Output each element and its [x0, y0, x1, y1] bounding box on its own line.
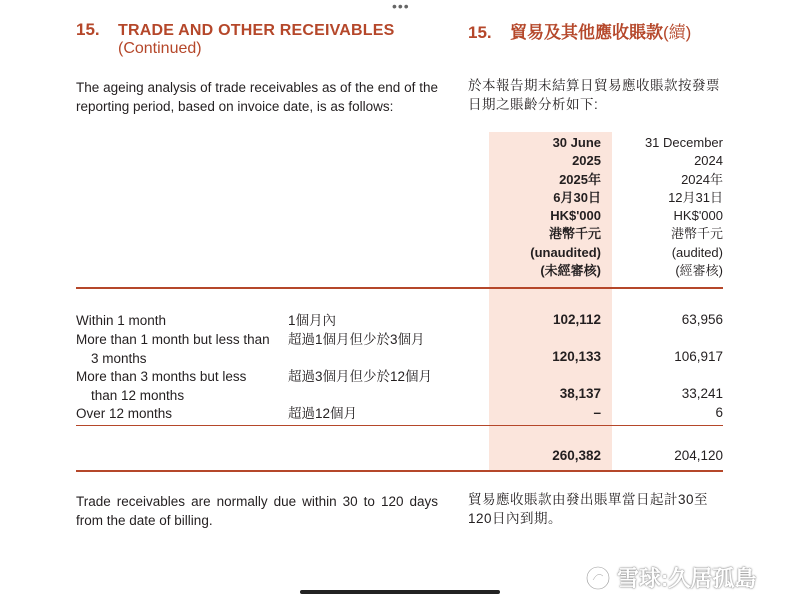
row-label-zh: 1個月內	[288, 313, 337, 328]
column-header-current	[530, 134, 601, 280]
section-continued-zh: (續)	[663, 23, 692, 42]
watermark-text: 雪球:久居孤島	[617, 566, 757, 591]
row-label-en: Within 1 month	[76, 313, 167, 328]
row-label-zh: 超過12個月	[288, 406, 358, 421]
row-label-en: More than 3 months but less than 12 months	[76, 369, 247, 403]
subtotal-rule	[76, 425, 723, 426]
row-label-en: More than 1 month but less than 3 months	[76, 332, 270, 366]
section-heading-en	[76, 20, 395, 58]
total-value-previous: 204,120	[674, 448, 723, 463]
header-previous-status-en: (audited)	[671, 244, 723, 260]
header-previous-year-en: 2024	[694, 153, 723, 169]
total-double-rule	[76, 470, 723, 472]
row-value-previous: 33,241	[681, 386, 723, 401]
section-title-en: TRADE AND OTHER RECEIVABLES	[118, 22, 395, 39]
intro-paragraph-zh: 於本報告期末結算日貿易應收賬款按發票日期之賬齡分析如下:	[468, 78, 720, 112]
snowball-logo-icon	[585, 565, 611, 591]
section-continued-en: (Continued)	[118, 40, 202, 57]
more-options-dots-icon[interactable]: •••	[392, 0, 410, 14]
section-number-en: 15.	[76, 20, 100, 39]
header-divider-rule	[76, 287, 723, 289]
row-value-current: 102,112	[552, 312, 601, 327]
row-value-previous: 106,917	[674, 349, 723, 364]
row-value-current: 120,133	[552, 349, 601, 364]
header-previous-status-zh: (經審核)	[675, 263, 723, 279]
footer-paragraph-en: Trade receivables are normally due within 30 to 120 days from the date of billing.	[76, 494, 438, 528]
header-current-year-en: 2025	[572, 153, 601, 169]
section-number-zh: 15.	[468, 23, 492, 42]
home-indicator-bar[interactable]	[300, 590, 500, 594]
header-previous-date-zh: 12月31日	[668, 189, 723, 205]
header-previous-unit-zh: 港幣千元	[670, 226, 723, 242]
header-current-status-en: (unaudited)	[530, 244, 601, 260]
header-current-unit-en: HK$'000	[550, 208, 601, 224]
row-label-zh: 超過1個月但少於3個月	[288, 332, 425, 347]
header-current-unit-zh: 港幣千元	[548, 226, 601, 242]
header-current-date-zh: 6月30日	[553, 189, 601, 205]
section-title-zh: 貿易及其他應收賬款	[510, 23, 663, 42]
watermark	[585, 562, 756, 593]
total-value-current: 260,382	[552, 448, 601, 463]
header-previous-year-zh: 2024年	[681, 171, 723, 187]
row-value-previous: 6	[715, 405, 723, 420]
row-value-previous: 63,956	[681, 312, 723, 327]
intro-paragraph-en: The ageing analysis of trade receivables as of the end of the reporting period, based on invoice date, is as follows:	[76, 80, 438, 114]
section-heading-zh	[468, 18, 691, 43]
row-label-zh: 超過3個月但少於12個月	[288, 369, 433, 384]
row-value-current: 38,137	[559, 386, 601, 401]
column-header-previous	[645, 134, 723, 280]
row-value-current: –	[593, 405, 601, 420]
header-previous-date-en: 31 December	[644, 135, 723, 150]
header-previous-unit-en: HK$'000	[673, 208, 723, 224]
header-current-status-zh: (未經審核)	[540, 263, 601, 279]
header-current-date-en: 30 June	[552, 135, 601, 150]
header-current-year-zh: 2025年	[559, 171, 601, 187]
row-label-en: Over 12 months	[76, 406, 173, 421]
footer-paragraph-zh: 貿易應收賬款由發出賬單當日起計30至120日內到期。	[468, 492, 709, 526]
